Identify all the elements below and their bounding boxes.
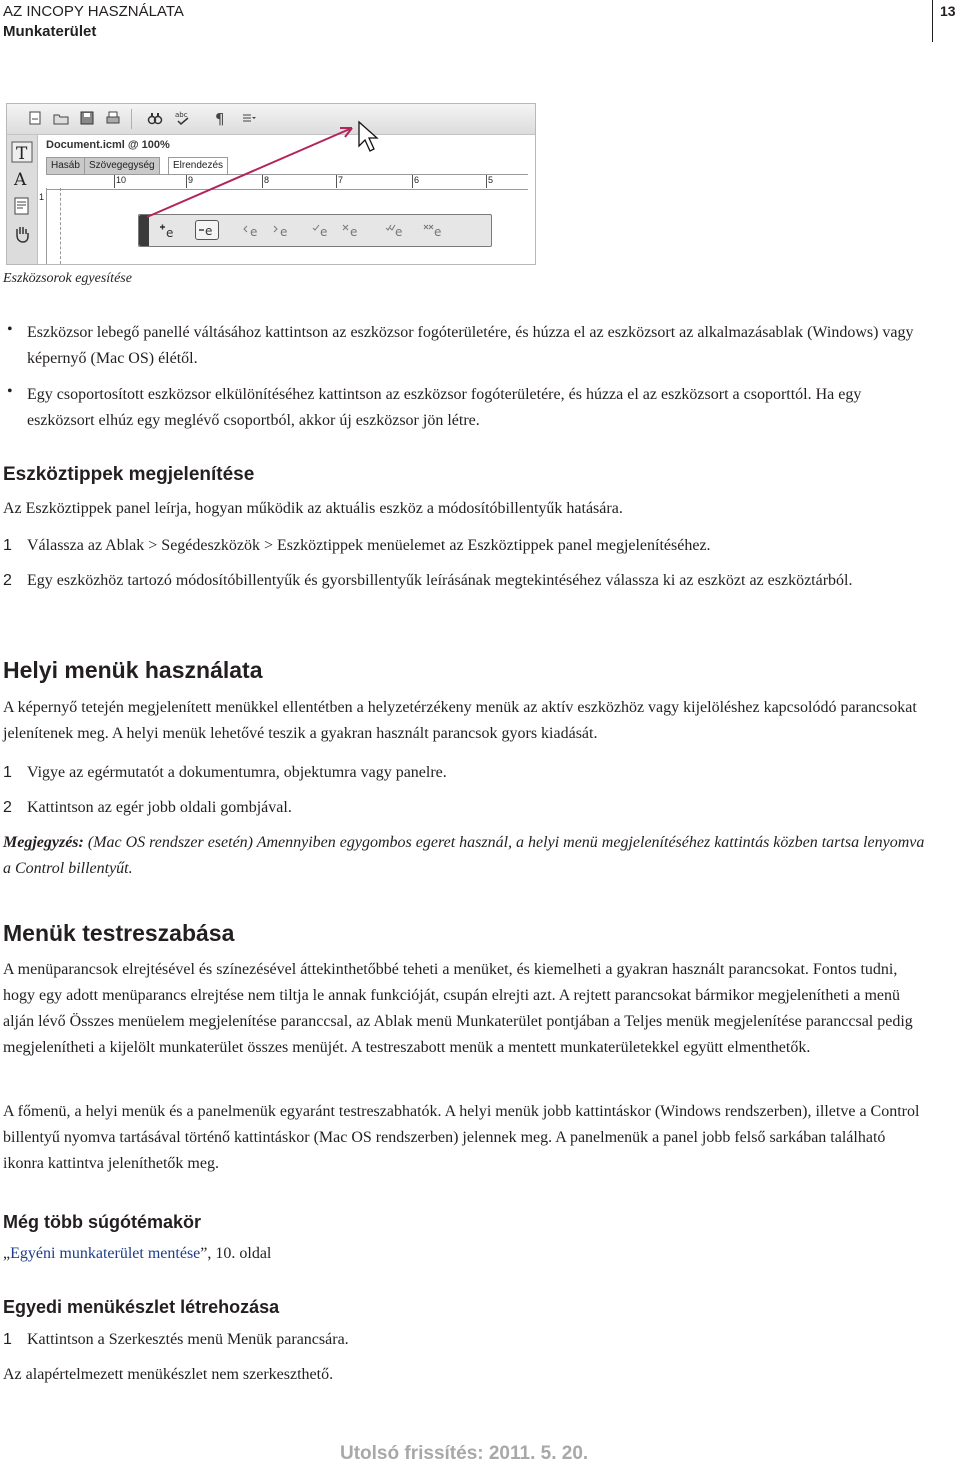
ruler-label: 7 [338, 175, 344, 185]
svg-text:¶: ¶ [215, 110, 225, 126]
note-text: (Mac OS rendszer esetén) Amennyiben egygombos egeret használ, a helyi menü megjelenítéséhez kattintás közben tartsa lenyomva a Control billentyűt. [3, 834, 925, 877]
svg-text:T: T [16, 144, 28, 163]
bullet-item: Eszközsor lebegő panellé váltásához kattintson az eszközsor fogóterületére, és húzza el az eszközsort az alkalmazásablak (Windows) vagy képernyő (Mac OS) élétől. [27, 324, 914, 367]
step-number: 2 [3, 799, 12, 816]
svg-text:abc: abc [175, 111, 188, 119]
svg-text:e: e [395, 225, 403, 239]
ruler-label: 8 [264, 175, 270, 185]
figure-caption: Eszközsorok egyesítése [3, 271, 132, 286]
paragraph: Az Eszköztippek panel leírja, hogyan működik az aktuális eszköz a módosítóbillentyűk hatására. [3, 500, 623, 517]
bullet-marker: • [7, 383, 13, 400]
link-suffix: ”, 10. oldal [200, 1245, 272, 1262]
step-text: Kattintson az egér jobb oldali gombjával. [27, 799, 292, 816]
paragraph: A menüparancsok elrejtésével és színezésével áttekinthetőbbé teheti a menüket, és kiemelheti a gyakran használt parancsokat. Fontos tudni, hogy egy adott menüparancs elrejtése nem tiltja le annak funkcióját, csupán elrejti azt. A rejtett parancsokat bármikor megjelenítheti a menü alján lévő Összes menüelem megjelenítése paranccsal, az Ablak menü Munkaterület pontjában a Teljes menük megjelenítése paranccsal pedig megjelenítheti a kijelölt munkaterület összes menüjét. A testreszabott menük a mentett munkaterületekkel együtt elmenthetők. [3, 961, 913, 1056]
bullet-marker: • [7, 321, 13, 338]
step-text: Vigye az egérmutatót a dokumentumra, objektumra vagy panelre. [27, 764, 447, 781]
step-number: 2 [3, 572, 12, 589]
page-number: 13 [940, 3, 956, 19]
link-save-custom-workspace[interactable]: Egyéni munkaterület mentése [10, 1245, 201, 1262]
svg-text:e: e [434, 225, 442, 239]
toolbar-screenshot-figure [6, 103, 536, 265]
section-heading-customize-menus: Menük testreszabása [3, 920, 235, 946]
ruler-label: 6 [414, 175, 420, 185]
ruler-label: 9 [188, 175, 194, 185]
running-header-subtitle: Munkaterület [3, 23, 97, 40]
paragraph: A főmenü, a helyi menük és a panelmenük egyaránt testreszabhatók. A helyi menük jobb kattintáskor (Windows rendszerben), illetve a Control billentyű nyomva tartásával történő kattintáskor (Mac OS rendszerben) jelennek meg. A panelmenük a panel jobb felső sarkában található ikonra kattintva jeleníthetők meg. [3, 1103, 920, 1172]
step-number: 1 [3, 537, 12, 554]
drag-arrow-icon [7, 104, 535, 264]
section-heading-context-menus: Helyi menük használata [3, 657, 263, 683]
svg-text:e: e [320, 225, 328, 239]
svg-text:e: e [280, 225, 288, 239]
step-text: Kattintson a Szerkesztés menü Menük parancsára. [27, 1331, 349, 1348]
running-header-title: AZ INCOPY HASZNÁLATA [3, 3, 184, 20]
paragraph: A képernyő tetején megjelenített menükkel ellentétben a helyzetérzékeny menük az aktív eszközhöz vagy kijelöléshez kapcsolódó parancsokat jelenítenek meg. A helyi menük lehetővé teszik a gyakran használt parancsok gyors kiadását. [3, 699, 917, 742]
more-help-line [3, 1241, 928, 1267]
ruler-label: 5 [488, 175, 494, 185]
bullet-item: Egy csoportosított eszközsor elkülönítéséhez kattintson az eszközsor fogóterületére, és húzza el az eszközsort a csoporttól. Ha egy eszközsort elhúz egy meglévő csoportból, akkor új eszközsor jön létre. [27, 386, 862, 429]
ruler-label: 10 [116, 175, 127, 185]
footer-last-updated: Utolsó frissítés: 2011. 5. 20. [340, 1443, 589, 1464]
svg-text:e: e [166, 226, 174, 240]
section-heading-menu-set: Egyedi menükészlet létrehozása [3, 1297, 280, 1317]
tab-szovegegyseg[interactable]: Szövegegység [84, 157, 160, 174]
step-number: 1 [3, 764, 12, 781]
more-help-heading: Még több súgótémakör [3, 1212, 202, 1232]
note-label: Megjegyzés: [3, 834, 84, 851]
step-text: Válassza az Ablak > Segédeszközök > Eszköztippek menüelemet az Eszköztippek panel megjelenítéséhez. [27, 537, 711, 554]
paragraph: Az alapértelmezett menükészlet nem szerkeszthető. [3, 1366, 334, 1383]
vertical-ruler-label: 1 [39, 192, 45, 202]
tab-elrendezes[interactable]: Elrendezés [168, 157, 228, 174]
document-title: Document.icml @ 100% [46, 139, 170, 151]
step-number: 1 [3, 1331, 12, 1348]
svg-text:e: e [250, 225, 258, 239]
open-quote: „ [3, 1245, 11, 1262]
page-number-rule [932, 0, 933, 42]
svg-text:e: e [350, 225, 358, 239]
tab-hasab[interactable]: Hasáb [46, 157, 85, 174]
svg-text:e: e [205, 224, 213, 238]
svg-text:A: A [14, 170, 27, 189]
section-heading-tooltips: Eszköztippek megjelenítése [3, 464, 255, 485]
step-text: Egy eszközhöz tartozó módosítóbillentyűk és gyorsbillentyűk leírásának megtekintéséhez válassza ki az eszközt az eszköztárból. [27, 572, 853, 589]
note-paragraph [3, 830, 928, 882]
